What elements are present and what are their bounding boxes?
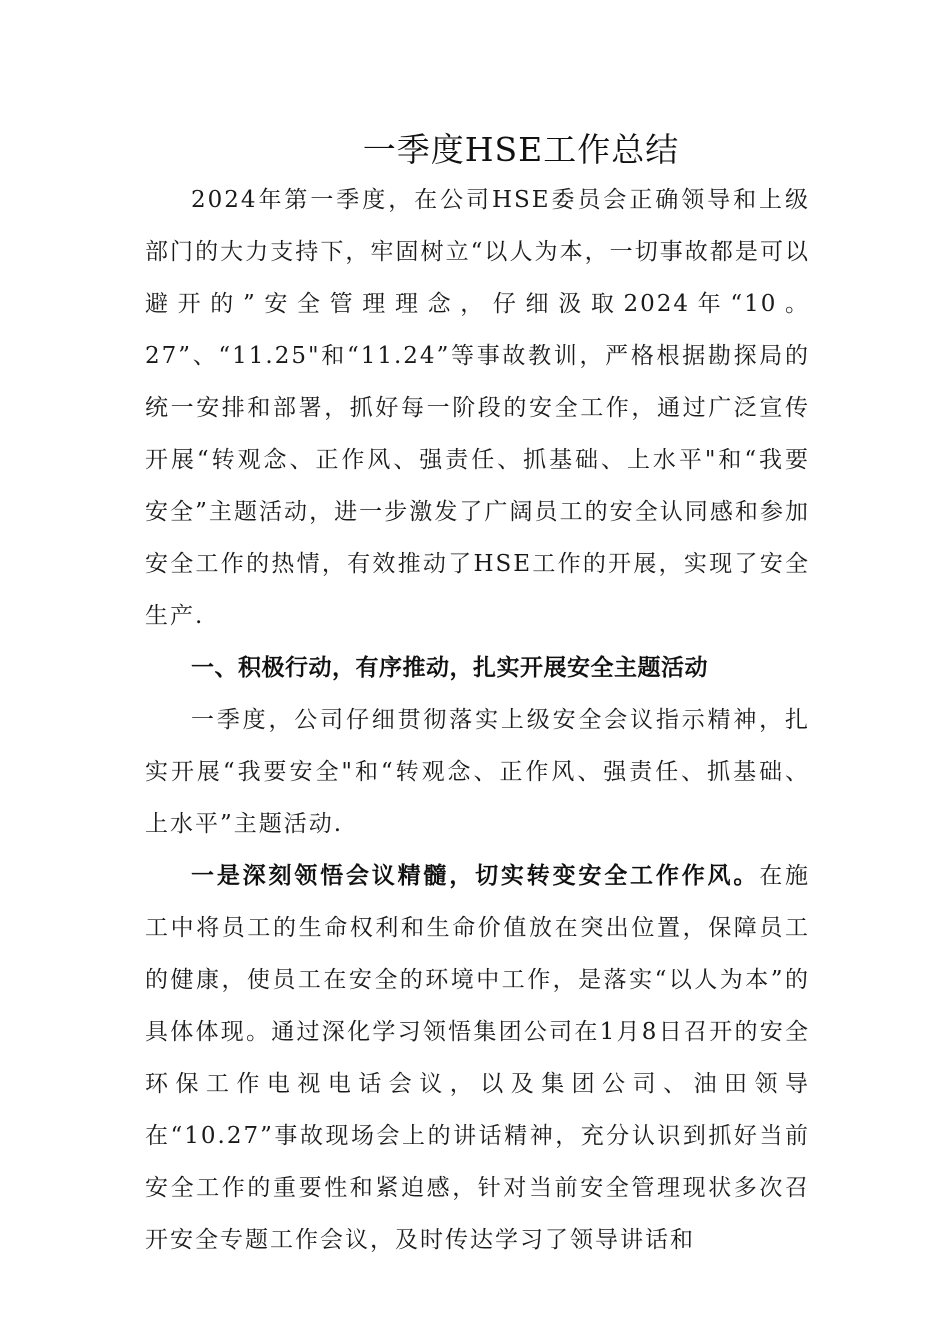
document-body xyxy=(145,174,810,1266)
section-paragraph: 一季度，公司仔细贯彻落实上级安全会议指示精神，扎实开展“我要安全"和“转观念、正作风、强责任、抓基础、上水平”主题活动. xyxy=(145,707,810,837)
point-paragraph xyxy=(145,850,810,1266)
intro-paragraph: 2024年第一季度，在公司HSE委员会正确领导和上级部门的大力支持下，牢固树立“以人为本，一切事故都是可以避开的”安全管理理念，仔细汲取2024年“10。27”、“11.25"和“11.24”等事故教训，严格根据勘探局的统一安排和部署，抓好每一阶段的安全工作，通过广泛宣传开展“转观念、正作风、强责任、抓基础、上水平"和“我要安全”主题活动，进一步激发了广阔员工的安全认同感和参加安全工作的热情，有效推动了HSE工作的开展，实现了安全生产. xyxy=(145,187,810,629)
point-text: 在施工中将员工的生命权利和生命价值放在突出位置，保障员工的健康，使员工在安全的环境中工作，是落实“以人为本”的具体体现。通过深化学习领悟集团公司在1月8日召开的安全环保工作电视电话会议，以及集团公司、油田领导在“10.27”事故现场会上的讲话精神，充分认识到抓好当前安全工作的重要性和紧迫感，针对当前安全管理现状多次召开安全专题工作会议，及时传达学习了领导讲话和 xyxy=(145,863,811,1253)
document-title: 一季度HSE工作总结 xyxy=(362,130,680,169)
section-heading: 一、积极行动，有序推动，扎实开展安全主题活动 xyxy=(191,655,708,681)
point-lead: 一是深刻领悟会议精髓，切实转变安全工作作风。 xyxy=(191,862,760,889)
